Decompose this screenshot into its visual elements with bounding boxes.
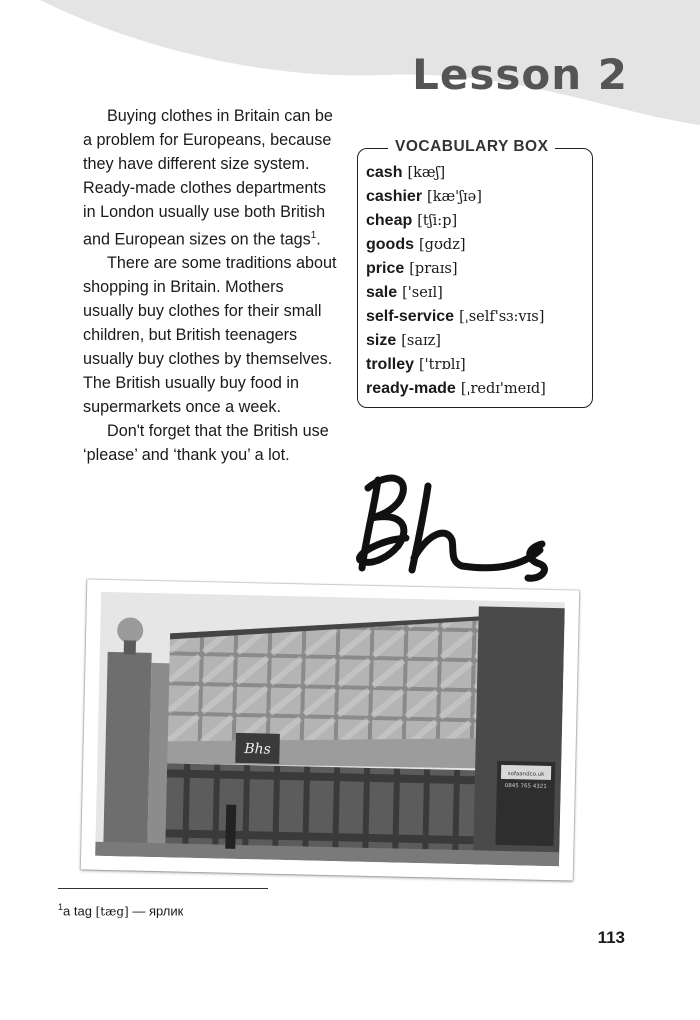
store-sign: Bhs <box>244 741 271 758</box>
body-text <box>83 104 338 467</box>
vocabulary-list <box>366 161 546 401</box>
vocab-item: ready-made [ˌredɪ'meɪd] <box>366 380 546 397</box>
shop-phone-text: 0845 765 4321 <box>504 782 547 790</box>
vocab-item: cashier [kæ'ʃɪə] <box>366 188 482 205</box>
footnote-mark: 1 <box>310 230 317 241</box>
vocab-item: trolley ['trɒlɪ] <box>366 356 466 373</box>
lesson-title: Lesson 2 <box>412 50 628 99</box>
vocab-item: goods [gʊdz] <box>366 236 466 253</box>
vocab-item: size [saɪz] <box>366 332 441 349</box>
vocab-item: sale ['seɪl] <box>366 284 443 301</box>
paragraph: Don't forget that the British use ‘please’ and ‘thank you’ a lot. <box>83 422 329 465</box>
vocab-item: price [praɪs] <box>366 260 458 277</box>
page-number: 113 <box>597 928 625 947</box>
footnote: $^1$a tag [tæg] — ярлик <box>58 902 184 919</box>
vocabulary-box <box>357 138 593 408</box>
photo-frame <box>81 579 579 880</box>
store-photo <box>95 592 565 866</box>
shop-sign-text: sofaandco.uk <box>507 771 545 778</box>
vocab-item: self-service [ˌself'sɜ:vɪs] <box>366 308 545 325</box>
vocabulary-box-title: VOCABULARY BOX <box>388 138 555 156</box>
vocab-item: cash [kæʃ] <box>366 164 446 181</box>
footnote-rule <box>58 888 268 889</box>
vocab-item: cheap [tʃi:p] <box>366 212 458 229</box>
bhs-logo <box>350 468 560 588</box>
paragraph: There are some traditions about shopping in Britain. Mothers usually buy clothes for their small children, but British teenagers usually buy clothes by themselves. The British usually buy food in supermarkets once a week. <box>83 254 337 417</box>
paragraph: Buying clothes in Britain can be a problem for Europeans, because they have different size system. Ready-made clothes departments in London usually use both British and European sizes on the tags$^1$. <box>83 107 333 249</box>
